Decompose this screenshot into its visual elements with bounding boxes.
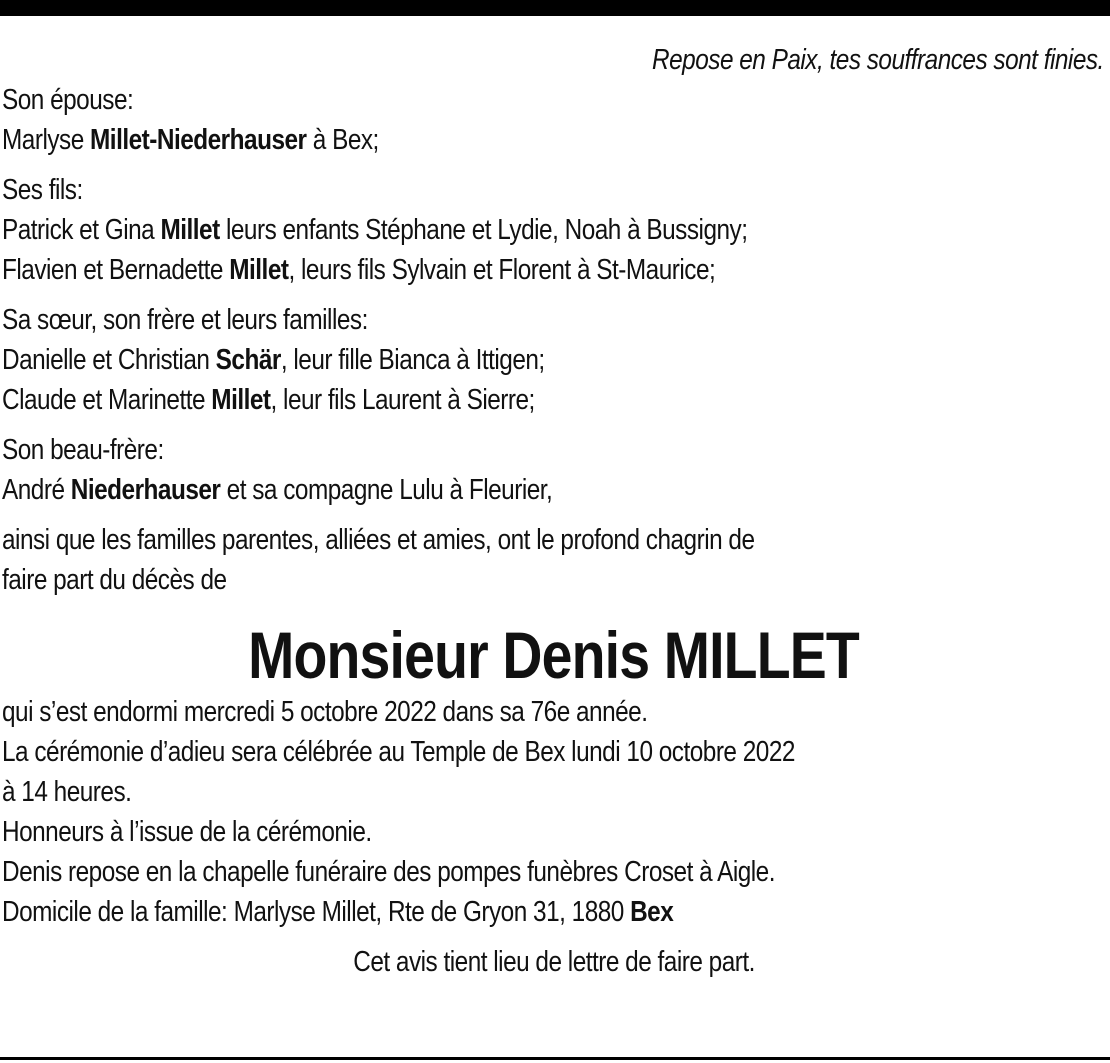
surname: Schär [215,344,281,376]
siblings-line-1: Danielle et Christian Schär, leur fille Bianca à Ittigen; [2,344,545,376]
announcement-line-2: faire part du décès de [2,564,227,596]
brother-in-law-line: André Niederhauser et sa compagne Lulu à Fleurier, [2,474,553,506]
surname: Millet [211,384,271,416]
details-line-1: qui s’est endormi mercredi 5 octobre 2022 dans sa 76e année. [2,696,648,728]
sons-line-1: Patrick et Gina Millet leurs enfants Stéphane et Lydie, Noah à Bussigny; [2,214,748,246]
details-line-5: Denis repose en la chapelle funéraire des pompes funèbres Croset à Aigle. [2,856,775,888]
details-line-2: La cérémonie d’adieu sera célébrée au Temple de Bex lundi 10 octobre 2022 [2,736,795,768]
details-line-4: Honneurs à l’issue de la cérémonie. [2,816,372,848]
motto [2,40,1106,80]
deceased-name: Monsieur Denis MILLET [248,618,860,692]
town: Bex [630,896,674,928]
announcement-line-1: ainsi que les familles parentes, alliées et amies, ont le profond chagrin de [2,524,755,556]
spouse-heading: Son épouse: [2,84,134,116]
surname: Millet [229,254,289,286]
details-line-3: à 14 heures. [2,776,132,808]
details-line-6: Domicile de la famille: Marlyse Millet, Rte de Gryon 31, 1880 Bex [2,896,674,928]
surname: Millet-Niederhauser [90,124,307,156]
closing-note: Cet avis tient lieu de lettre de faire part. [353,946,755,978]
sons-line-2: Flavien et Bernadette Millet, leurs fils Sylvain et Florent à St-Maurice; [2,254,716,286]
top-border [0,0,1110,16]
siblings-heading: Sa sœur, son frère et leurs familles: [2,304,368,336]
spouse-line: Marlyse Millet-Niederhauser à Bex; [2,124,379,156]
obituary-notice [2,40,1106,982]
brother-in-law-heading: Son beau-frère: [2,434,164,466]
siblings-line-2: Claude et Marinette Millet, leur fils Laurent à Sierre; [2,384,535,416]
sons-heading: Ses fils: [2,174,83,206]
surname: Millet [160,214,220,246]
motto-text: Repose en Paix, tes souffrances sont finies. [652,44,1104,76]
bottom-border [0,1057,1110,1060]
surname: Niederhauser [70,474,221,506]
